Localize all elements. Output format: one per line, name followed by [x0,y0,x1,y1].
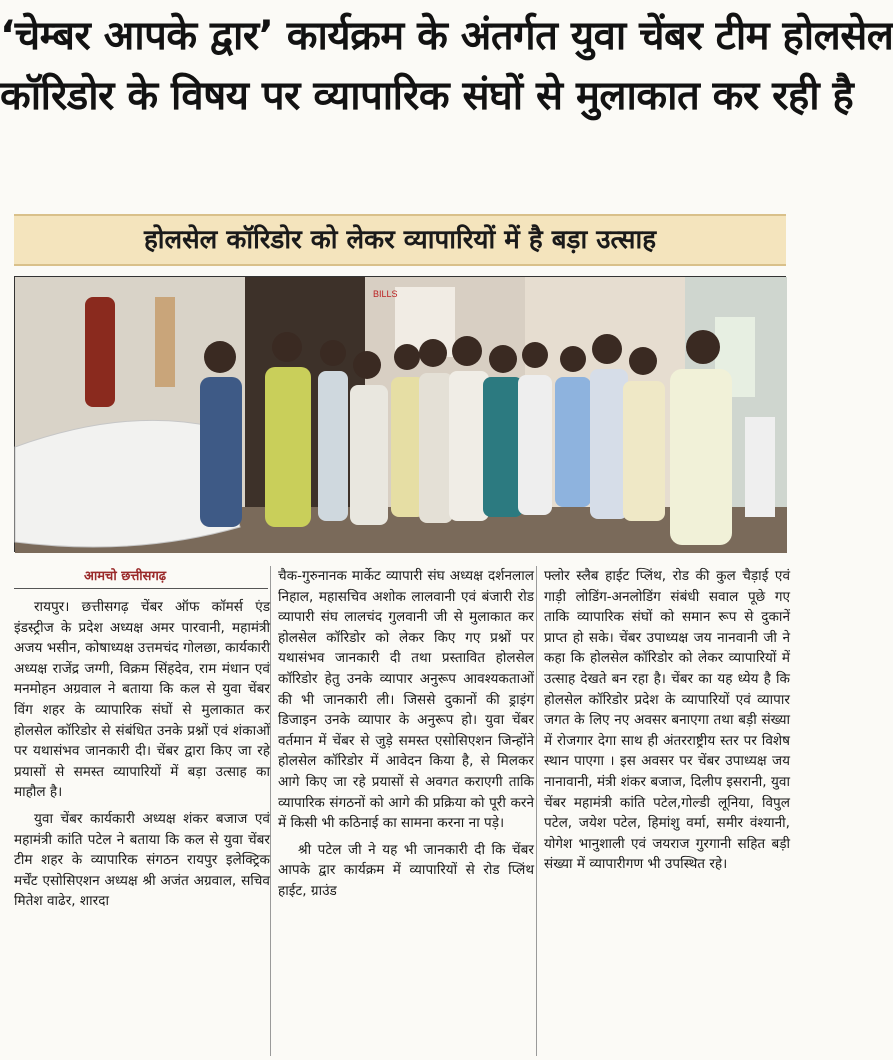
paragraph: चैक-गुरुनानक मार्केट व्यापारी संघ अध्यक्ष दर्शनलाल निहाल, महासचिव अशोक लालवानी एवं बंजारी रोड व्यापारी संघ लालचंद गुलवानी जी से मुलाकात कर होलसेल कॉरिडोर को लेकर किए गए प्रश्नों पर यथासंभव जानकारी दी तथा प्रस्तावित होलसेल कॉरिडोर हेतु उनके व्यापार अनुरूप आवश्यकताओं की भी जानकारी ली। जिससे दुकानों की ड्राइंग डिजाइन उनके व्यापार के अनुरूप हो। युवा चेंबर वर्तमान में चेंबर से जुड़े समस्त एसोसिएशन जिन्होंने होलसेल कॉरिडोर में आवेदन किया है, से मिलकर आगे किए जा रहे प्रयासों से अवगत कराएगी ताकि व्यापारिक संगठनों को आगे की प्रक्रिया को पूरी करने में किसी भी कठिनाई का सामना करना ना पड़े। [278,568,534,832]
group-photo [14,276,786,552]
byline: आमचो छत्तीसगढ़ [84,569,167,584]
byline-rule [14,588,268,589]
paragraph: श्री पटेल जी ने यह भी जानकारी दी कि चेंबर आपके द्वार कार्यक्रम में व्यापारियों से रोड प्लिंथ हाईट, ग्राउंड [278,841,534,899]
headline-line-1: ‘चेम्बर आपके द्वार’ कार्यक्रम के अंतर्गत युवा चेंबर टीम होलसेल [0,13,893,59]
subheadline-banner: होलसेल कॉरिडोर को लेकर व्यापारियों में है बड़ा उत्साह [14,214,786,266]
article-column-3 [544,566,790,875]
group-photo-illustration [15,277,787,553]
column-divider [270,566,271,1056]
paragraph: युवा चेंबर कार्यकारी अध्यक्ष शंकर बजाज एवं महामंत्री कांति पटेल ने बताया कि कल से युवा चेंबर टीम शहर के व्यापारिक संगठन रायपुर इलेक्ट्रिक मर्चेंट एसोसिएशन अध्यक्ष श्री अजंत अग्रवाल, सचिव मितेश वाढेर, शारदा [14,810,270,910]
article-column-1 [14,597,270,912]
paragraph: फ्लोर स्लैब हाईट प्लिंथ, रोड की कुल चैड़ाई एवं गाड़ी लोडिंग-अनलोडिंग संबंधी सवाल पूछे गए ताकि व्यापारिक संघों को समान रूप से दुकानें प्राप्त हो सके। चेंबर उपाध्यक्ष जय नानवानी जी ने कहा कि होलसेल कॉरिडोर को लेकर व्यापारियों में उत्साह देखते बन रहा है। चेंबर का यह ध्येय है कि होलसेल कॉरिडोर प्रदेश के व्यापारियों एवं व्यापार जगत के लिए नए अवसर बनाएगा तथा बड़ी संख्या में रोजगार देगा साथ ही अंतरराष्ट्रीय स्तर पर विशेष स्थान पाएगा । इस अवसर पर चेंबर उपाध्यक्ष जय नानावानी, मंत्री शंकर बजाज, दिलीप इसरानी, युवा चेंबर महामंत्री कांति पटेल,गोल्डी लूनिया, विपुल पटेल, जयेश पटेल, हिमांशु वर्मा, समीर वंश्यानी, योगेश भानुशाली एवं जयराज गुरगानी सहित बड़ी संख्या में व्यापारीगण भी उपस्थित रहे। [544,568,790,873]
headline-line-2: कॉरिडोर के विषय पर व्यापारिक संघों से मुलाकात कर रही है [0,73,854,119]
column-divider [536,566,537,1056]
shop-sign-text: BILLS [373,289,398,299]
paragraph: रायपुर। छत्तीसगढ़ चेंबर ऑफ कॉमर्स एंड इंडस्ट्रीज के प्रदेश अध्यक्ष अमर पारवानी, महामंत्री अजय भसीन, कोषाध्यक्ष उत्तमचंद गोलछा, कार्यकारी अध्यक्ष राजेंद्र जग्गी, विक्रम सिंहदेव, राम मंधान एवं मनमोहन अग्रवाल ने बताया कि कल से युवा चेंबर विंग शहर के व्यापारिक संघों से मुलाकात कर होलसेल कॉरिडोर से संबंधित उनके प्रश्नों एवं शंकाओं पर यथासंभव जानकारी दी। चेंबर द्वारा किए जा रहे प्रयासों से समस्त व्यापारियों में बड़ा उत्साह का माहौल है। [14,599,270,801]
article-column-2 [278,566,534,902]
headline [0,6,893,126]
